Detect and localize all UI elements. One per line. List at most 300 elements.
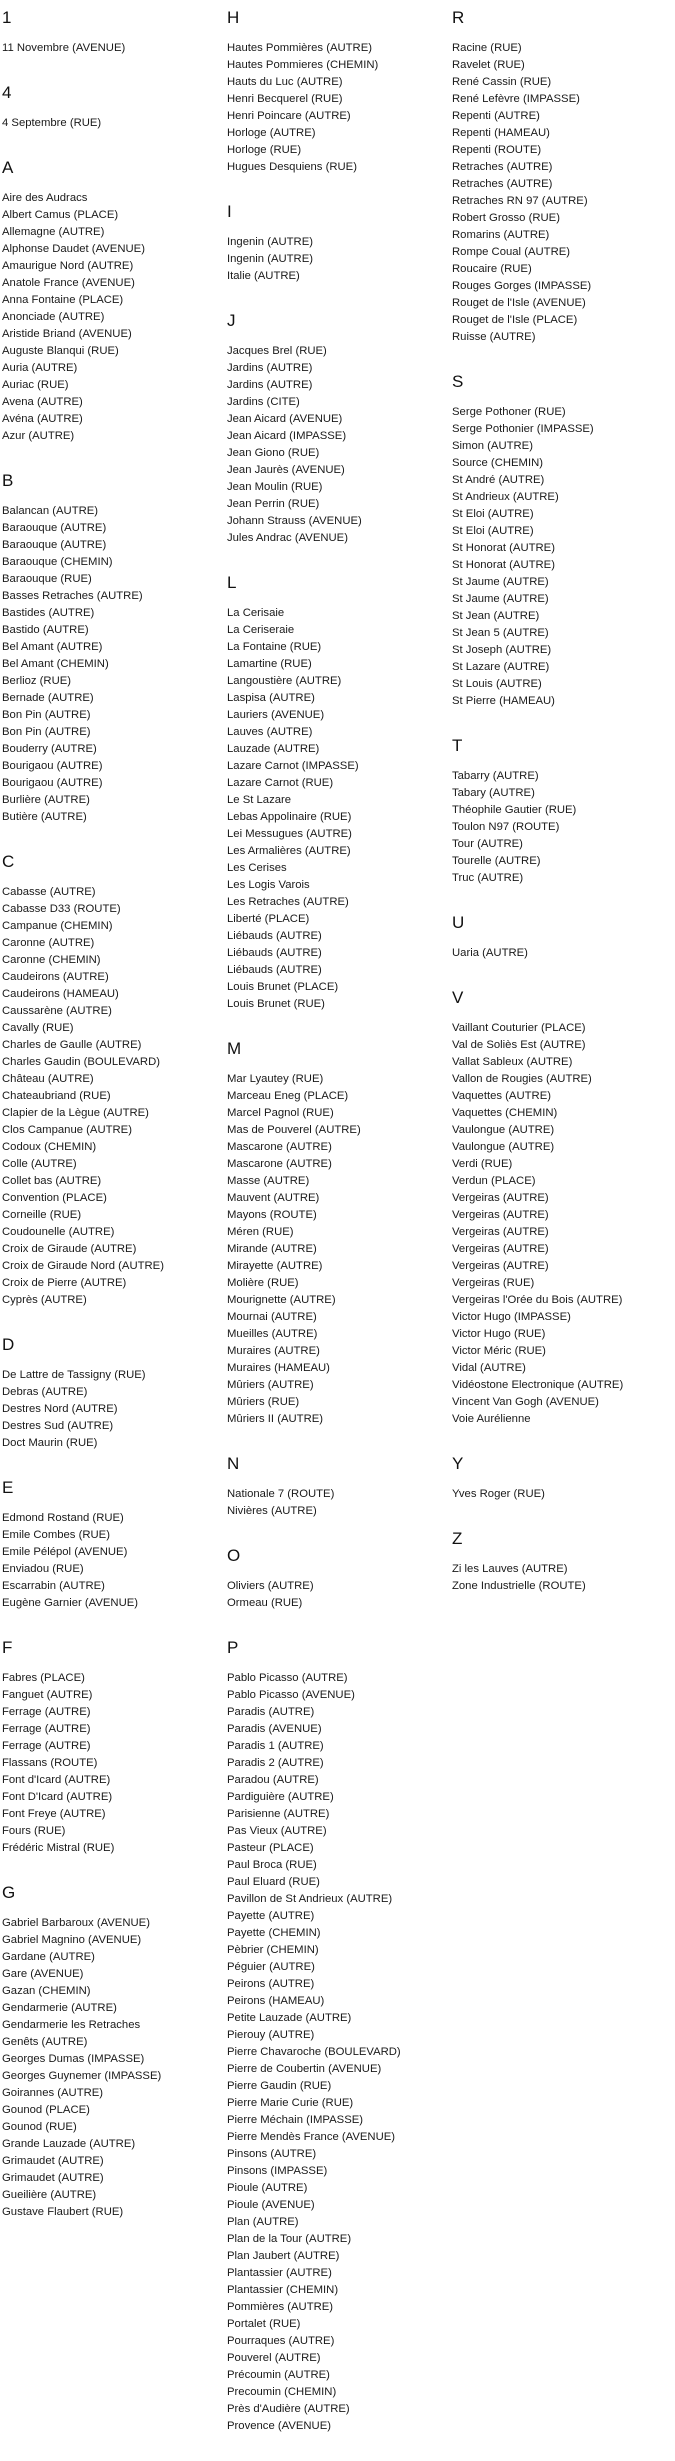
- street-item: Fabres (PLACE): [2, 1672, 85, 1684]
- street-item: Caudeirons (AUTRE): [2, 971, 109, 983]
- street-list: [2, 1915, 217, 2221]
- street-item: Langoustière (AUTRE): [227, 675, 342, 687]
- street-item: Pardiguière (AUTRE): [227, 1791, 334, 1803]
- street-list: [2, 190, 217, 445]
- street-item: St Louis (AUTRE): [452, 678, 542, 690]
- street-item: Baraouque (AUTRE): [2, 522, 107, 534]
- street-item: Gendarmerie (AUTRE): [2, 2002, 117, 2014]
- street-list: [227, 234, 442, 285]
- street-item: Pablo Picasso (AVENUE): [227, 1689, 355, 1701]
- street-list: [2, 40, 217, 57]
- street-item: Rompe Coual (AUTRE): [452, 246, 571, 258]
- street-list: [227, 1486, 442, 1520]
- street-item: Plantassier (CHEMIN): [227, 2284, 339, 2296]
- street-item: Lazare Carnot (RUE): [227, 777, 334, 789]
- street-item: St Jaume (AUTRE): [452, 576, 549, 588]
- letter-section: [2, 1335, 217, 1452]
- street-item: Liébauds (AUTRE): [227, 930, 322, 942]
- street-item: Pavillon de St Andrieux (AUTRE): [227, 1893, 393, 1905]
- street-item: Jean Perrin (RUE): [227, 498, 320, 510]
- street-item: Gounod (RUE): [2, 2121, 77, 2133]
- letter-heading: 4: [2, 83, 12, 102]
- street-item: Baraouque (CHEMIN): [2, 556, 113, 568]
- street-item: Auguste Blanqui (RUE): [2, 345, 119, 357]
- street-item: René Cassin (RUE): [452, 76, 552, 88]
- street-item: Romarins (AUTRE): [452, 229, 550, 241]
- street-item: La Fontaine (RUE): [227, 641, 322, 653]
- street-item: St Eloi (AUTRE): [452, 508, 534, 520]
- letter-section: [452, 1454, 667, 1503]
- street-item: Vidal (AUTRE): [452, 1362, 526, 1374]
- street-item: St Andrieux (AUTRE): [452, 491, 559, 503]
- street-item: Truc (AUTRE): [452, 872, 524, 884]
- street-item: Tabarry (AUTRE): [452, 770, 539, 782]
- letter-section: [227, 311, 442, 547]
- street-item: Font Freye (AUTRE): [2, 1808, 106, 1820]
- street-item: Vergeiras (RUE): [452, 1277, 535, 1289]
- letter-section: [2, 1638, 217, 1857]
- letter-heading: E: [2, 1478, 14, 1497]
- street-column: [2, 8, 217, 2247]
- street-item: Zi les Lauves (AUTRE): [452, 1563, 568, 1575]
- street-item: Verdun (PLACE): [452, 1175, 536, 1187]
- street-item: Mayons (ROUTE): [227, 1209, 317, 1221]
- street-item: Gounod (PLACE): [2, 2104, 90, 2116]
- street-item: Clapier de la Lègue (AUTRE): [2, 1107, 149, 1119]
- street-item: Font D'Icard (AUTRE): [2, 1791, 113, 1803]
- street-item: Plan de la Tour (AUTRE): [227, 2233, 352, 2245]
- street-item: Font d'Icard (AUTRE): [2, 1774, 111, 1786]
- letter-section: [227, 573, 442, 1013]
- street-item: Les Logis Varois: [227, 879, 310, 891]
- street-item: Anna Fontaine (PLACE): [2, 294, 124, 306]
- street-item: Gabriel Barbaroux (AVENUE): [2, 1917, 150, 1929]
- street-list: [2, 115, 217, 132]
- street-item: Bourigaou (AUTRE): [2, 760, 103, 772]
- street-item: Liébauds (AUTRE): [227, 964, 322, 976]
- street-item: Cavally (RUE): [2, 1022, 74, 1034]
- street-item: Campanue (CHEMIN): [2, 920, 113, 932]
- street-item: Fours (RUE): [2, 1825, 66, 1837]
- street-item: Racine (RUE): [452, 42, 522, 54]
- letter-heading: A: [2, 158, 14, 177]
- street-item: Verdi (RUE): [452, 1158, 513, 1170]
- street-item: Horloge (RUE): [227, 144, 302, 156]
- letter-heading: Z: [452, 1529, 463, 1548]
- street-item: Lamartine (RUE): [227, 658, 312, 670]
- street-item: Gazan (CHEMIN): [2, 1985, 91, 1997]
- street-item: Italie (AUTRE): [227, 270, 300, 282]
- street-list: [452, 945, 667, 962]
- street-item: Pierouy (AUTRE): [227, 2029, 315, 2041]
- street-item: Cabasse (AUTRE): [2, 886, 96, 898]
- street-item: Baraouque (RUE): [2, 573, 92, 585]
- street-item: Liébauds (AUTRE): [227, 947, 322, 959]
- letter-heading: O: [227, 1546, 241, 1565]
- street-item: Retraches (AUTRE): [452, 178, 553, 190]
- street-item: Repenti (AUTRE): [452, 110, 540, 122]
- street-item: Pouverel (AUTRE): [227, 2352, 321, 2364]
- street-list: [2, 1367, 217, 1452]
- street-item: Ormeau (RUE): [227, 1597, 303, 1609]
- street-column: [227, 8, 442, 2461]
- street-item: Croix de Pierre (AUTRE): [2, 1277, 127, 1289]
- street-item: Portalet (RUE): [227, 2318, 301, 2330]
- street-item: Vergeiras (AUTRE): [452, 1226, 549, 1238]
- street-item: Emile Combes (RUE): [2, 1529, 110, 1541]
- street-list: [227, 1071, 442, 1428]
- letter-section: [227, 8, 442, 176]
- street-item: Edmond Rostand (RUE): [2, 1512, 124, 1524]
- street-item: Emile Pélépol (AVENUE): [2, 1546, 128, 1558]
- street-item: Charles Gaudin (BOULEVARD): [2, 1056, 161, 1068]
- street-item: Grimaudet (AUTRE): [2, 2155, 104, 2167]
- street-item: Auriac (RUE): [2, 379, 69, 391]
- street-item: Nationale 7 (ROUTE): [227, 1488, 335, 1500]
- street-item: Théophile Gautier (RUE): [452, 804, 577, 816]
- street-item: Victor Hugo (RUE): [452, 1328, 546, 1340]
- street-item: Lauzade (AUTRE): [227, 743, 320, 755]
- street-list: [227, 1670, 442, 2435]
- street-item: Corneille (RUE): [2, 1209, 82, 1221]
- street-item: Burlière (AUTRE): [2, 794, 90, 806]
- street-item: 4 Septembre (RUE): [2, 117, 102, 129]
- street-list: [2, 884, 217, 1309]
- street-item: Mar Lyautey (RUE): [227, 1073, 324, 1085]
- street-item: Muraires (HAMEAU): [227, 1362, 330, 1374]
- street-item: Aire des Audracs: [2, 192, 88, 204]
- letter-section: [2, 471, 217, 826]
- street-item: Plan Jaubert (AUTRE): [227, 2250, 340, 2262]
- letter-heading: I: [227, 202, 232, 221]
- street-item: Mûriers (RUE): [227, 1396, 300, 1408]
- street-item: Pinsons (AUTRE): [227, 2148, 317, 2160]
- street-item: La Cerisaie: [227, 607, 285, 619]
- street-item: Anatole France (AVENUE): [2, 277, 135, 289]
- letter-heading: G: [2, 1883, 16, 1902]
- street-item: Mûriers (AUTRE): [227, 1379, 314, 1391]
- letter-section: [2, 158, 217, 445]
- street-item: Vaillant Couturier (PLACE): [452, 1022, 586, 1034]
- street-item: St André (AUTRE): [452, 474, 545, 486]
- street-item: Vergeiras (AUTRE): [452, 1243, 549, 1255]
- street-item: Azur (AUTRE): [2, 430, 75, 442]
- letter-heading: H: [227, 8, 240, 27]
- street-item: Hautes Pommières (AUTRE): [227, 42, 373, 54]
- street-item: Henri Becquerel (RUE): [227, 93, 343, 105]
- street-item: Molière (RUE): [227, 1277, 299, 1289]
- street-item: Mascarone (AUTRE): [227, 1158, 332, 1170]
- street-item: Oliviers (AUTRE): [227, 1580, 314, 1592]
- street-item: Precoumin (CHEMIN): [227, 2386, 337, 2398]
- street-item: Doct Maurin (RUE): [2, 1437, 98, 1449]
- street-item: Jean Jaurès (AVENUE): [227, 464, 345, 476]
- street-item: Pinsons (IMPASSE): [227, 2165, 328, 2177]
- street-item: Mueilles (AUTRE): [227, 1328, 318, 1340]
- street-item: Caussarène (AUTRE): [2, 1005, 112, 1017]
- street-item: Marcel Pagnol (RUE): [227, 1107, 334, 1119]
- street-item: Amaurigue Nord (AUTRE): [2, 260, 134, 272]
- street-item: St Lazare (AUTRE): [452, 661, 550, 673]
- street-item: Victor Hugo (IMPASSE): [452, 1311, 571, 1323]
- street-item: Payette (CHEMIN): [227, 1927, 321, 1939]
- letter-section: [452, 8, 667, 346]
- street-item: Louis Brunet (RUE): [227, 998, 325, 1010]
- street-item: Croix de Giraude Nord (AUTRE): [2, 1260, 164, 1272]
- street-item: Repenti (ROUTE): [452, 144, 542, 156]
- street-item: Mirande (AUTRE): [227, 1243, 317, 1255]
- street-item: Collet bas (AUTRE): [2, 1175, 102, 1187]
- street-item: Pasteur (PLACE): [227, 1842, 314, 1854]
- street-item: Jean Aicard (AVENUE): [227, 413, 343, 425]
- street-item: Anonciade (AUTRE): [2, 311, 105, 323]
- street-item: Repenti (HAMEAU): [452, 127, 550, 139]
- street-item: Marceau Eneg (PLACE): [227, 1090, 349, 1102]
- street-item: Mascarone (AUTRE): [227, 1141, 332, 1153]
- street-item: Balancan (AUTRE): [2, 505, 99, 517]
- street-item: Vaquettes (CHEMIN): [452, 1107, 558, 1119]
- street-item: Payette (AUTRE): [227, 1910, 315, 1922]
- street-list: [227, 343, 442, 547]
- street-item: Henri Poincare (AUTRE): [227, 110, 351, 122]
- street-item: Nivières (AUTRE): [227, 1505, 317, 1517]
- street-item: Grande Lauzade (AUTRE): [2, 2138, 136, 2150]
- letter-section: [2, 83, 217, 132]
- street-item: Victor Méric (RUE): [452, 1345, 546, 1357]
- street-item: Destres Sud (AUTRE): [2, 1420, 114, 1432]
- street-item: Rouges Gorges (IMPASSE): [452, 280, 592, 292]
- street-item: Bourigaou (AUTRE): [2, 777, 103, 789]
- letter-heading: P: [227, 1638, 239, 1657]
- street-item: Caronne (AUTRE): [2, 937, 95, 949]
- street-item: Convention (PLACE): [2, 1192, 107, 1204]
- street-item: Ferrage (AUTRE): [2, 1706, 91, 1718]
- street-item: René Lefèvre (IMPASSE): [452, 93, 580, 105]
- street-item: Gustave Flaubert (RUE): [2, 2206, 124, 2218]
- street-item: Vallat Sableux (AUTRE): [452, 1056, 573, 1068]
- street-item: Ingenin (AUTRE): [227, 253, 314, 265]
- street-list: [2, 1510, 217, 1612]
- letter-section: [452, 372, 667, 710]
- street-item: Le St Lazare: [227, 794, 292, 806]
- street-item: Debras (AUTRE): [2, 1386, 88, 1398]
- street-item: St Joseph (AUTRE): [452, 644, 552, 656]
- letter-heading: F: [2, 1638, 13, 1657]
- street-item: Simon (AUTRE): [452, 440, 533, 452]
- letter-heading: Y: [452, 1454, 464, 1473]
- street-item: St Honorat (AUTRE): [452, 559, 555, 571]
- street-item: Genêts (AUTRE): [2, 2036, 88, 2048]
- street-item: Masse (AUTRE): [227, 1175, 310, 1187]
- letter-heading: N: [227, 1454, 240, 1473]
- street-item: Gendarmerie les Retraches: [2, 2019, 141, 2031]
- street-item: Les Retraches (AUTRE): [227, 896, 349, 908]
- letter-section: [452, 988, 667, 1428]
- street-item: Bon Pin (AUTRE): [2, 726, 91, 738]
- letter-heading: D: [2, 1335, 15, 1354]
- street-item: Peirons (HAMEAU): [227, 1995, 325, 2007]
- street-item: Croix de Giraude (AUTRE): [2, 1243, 137, 1255]
- street-item: Pierre Chavaroche (BOULEVARD): [227, 2046, 401, 2058]
- street-item: Vaquettes (AUTRE): [452, 1090, 551, 1102]
- street-item: Vergeiras (AUTRE): [452, 1192, 549, 1204]
- letter-section: [2, 1883, 217, 2221]
- street-item: Aristide Briand (AVENUE): [2, 328, 132, 340]
- street-item: Lei Messugues (AUTRE): [227, 828, 352, 840]
- street-item: Gabriel Magnino (AVENUE): [2, 1934, 142, 1946]
- street-item: Retraches RN 97 (AUTRE): [452, 195, 588, 207]
- street-item: Ruisse (AUTRE): [452, 331, 536, 343]
- letter-heading: V: [452, 988, 464, 1007]
- street-item: Pierre Mendès France (AVENUE): [227, 2131, 396, 2143]
- street-item: Grimaudet (AUTRE): [2, 2172, 104, 2184]
- street-item: Rouget de l'Isle (AVENUE): [452, 297, 586, 309]
- street-item: Mas de Pouverel (AUTRE): [227, 1124, 361, 1136]
- letter-heading: R: [452, 8, 465, 27]
- street-item: Yves Roger (RUE): [452, 1488, 545, 1500]
- street-item: Petite Lauzade (AUTRE): [227, 2012, 352, 2024]
- street-item: Paradis 1 (AUTRE): [227, 1740, 324, 1752]
- street-item: Paradis 2 (AUTRE): [227, 1757, 324, 1769]
- street-item: Bernade (AUTRE): [2, 692, 94, 704]
- street-item: Roucaire (RUE): [452, 263, 532, 275]
- street-item: Caronne (CHEMIN): [2, 954, 101, 966]
- street-item: Jardins (CITE): [227, 396, 300, 408]
- street-item: Robert Grosso (RUE): [452, 212, 560, 224]
- street-item: Zone Industrielle (ROUTE): [452, 1580, 586, 1592]
- street-item: Péguier (AUTRE): [227, 1961, 315, 1973]
- letter-heading: L: [227, 573, 237, 592]
- street-item: Muraires (AUTRE): [227, 1345, 320, 1357]
- street-list: [452, 40, 667, 346]
- street-item: Vincent Van Gogh (AVENUE): [452, 1396, 599, 1408]
- street-list: [452, 768, 667, 887]
- street-item: Eugène Garnier (AVENUE): [2, 1597, 139, 1609]
- street-item: Colle (AUTRE): [2, 1158, 77, 1170]
- street-item: Tour (AUTRE): [452, 838, 523, 850]
- street-item: Liberté (PLACE): [227, 913, 310, 925]
- street-item: Jean Moulin (RUE): [227, 481, 323, 493]
- street-item: Paul Broca (RUE): [227, 1859, 317, 1871]
- street-item: Allemagne (AUTRE): [2, 226, 105, 238]
- street-item: Peirons (AUTRE): [227, 1978, 315, 1990]
- street-item: Mirayette (AUTRE): [227, 1260, 323, 1272]
- street-item: Fanguet (AUTRE): [2, 1689, 93, 1701]
- street-item: Louis Brunet (PLACE): [227, 981, 339, 993]
- street-item: Albert Camus (PLACE): [2, 209, 119, 221]
- street-item: St Honorat (AUTRE): [452, 542, 555, 554]
- letter-heading: M: [227, 1039, 242, 1058]
- street-item: Val de Soliès Est (AUTRE): [452, 1039, 586, 1051]
- street-item: Pablo Picasso (AUTRE): [227, 1672, 348, 1684]
- street-item: Baraouque (AUTRE): [2, 539, 107, 551]
- street-item: Source (CHEMIN): [452, 457, 544, 469]
- street-item: Bouderry (AUTRE): [2, 743, 97, 755]
- street-list: [2, 1670, 217, 1857]
- street-list: [227, 40, 442, 176]
- street-item: Jardins (AUTRE): [227, 362, 313, 374]
- street-item: Paul Eluard (RUE): [227, 1876, 320, 1888]
- street-item: Ravelet (RUE): [452, 59, 525, 71]
- street-item: Mûriers II (AUTRE): [227, 1413, 324, 1425]
- street-item: Caudeirons (HAMEAU): [2, 988, 119, 1000]
- street-item: Bastides (AUTRE): [2, 607, 95, 619]
- street-item: Pas Vieux (AUTRE): [227, 1825, 327, 1837]
- letter-heading: J: [227, 311, 236, 330]
- street-item: Mauvent (AUTRE): [227, 1192, 320, 1204]
- street-item: Enviadou (RUE): [2, 1563, 84, 1575]
- letter-heading: U: [452, 913, 465, 932]
- street-item: Vaulongue (AUTRE): [452, 1141, 555, 1153]
- street-item: Tabary (AUTRE): [452, 787, 535, 799]
- letter-section: [227, 1546, 442, 1612]
- street-item: Pioule (AVENUE): [227, 2199, 315, 2211]
- street-list: [452, 1561, 667, 1595]
- street-item: Tourelle (AUTRE): [452, 855, 541, 867]
- street-item: Pèbrier (CHEMIN): [227, 1944, 319, 1956]
- street-item: Johann Strauss (AVENUE): [227, 515, 362, 527]
- street-item: Cabasse D33 (ROUTE): [2, 903, 121, 915]
- street-item: Berlioz (RUE): [2, 675, 72, 687]
- letter-heading: T: [452, 736, 463, 755]
- street-item: Hauts du Luc (AUTRE): [227, 76, 343, 88]
- street-item: Alphonse Daudet (AVENUE): [2, 243, 145, 255]
- street-item: Provence (AVENUE): [227, 2420, 332, 2432]
- street-item: Avéna (AUTRE): [2, 413, 83, 425]
- street-item: Vergeiras l'Orée du Bois (AUTRE): [452, 1294, 623, 1306]
- letter-heading: C: [2, 852, 15, 871]
- street-item: Vergeiras (AUTRE): [452, 1260, 549, 1272]
- letter-section: [227, 1638, 442, 2435]
- street-list: [2, 503, 217, 826]
- street-column: [452, 8, 667, 1621]
- street-item: St Jean 5 (AUTRE): [452, 627, 549, 639]
- street-item: Paradis (AVENUE): [227, 1723, 322, 1735]
- street-list: [452, 404, 667, 710]
- street-item: Pierre Méchain (IMPASSE): [227, 2114, 364, 2126]
- street-item: Uaria (AUTRE): [452, 947, 528, 959]
- street-item: Cyprès (AUTRE): [2, 1294, 87, 1306]
- street-item: Les Armalières (AUTRE): [227, 845, 351, 857]
- street-item: Rouget de l'Isle (PLACE): [452, 314, 578, 326]
- street-item: Paradou (AUTRE): [227, 1774, 319, 1786]
- street-item: Ferrage (AUTRE): [2, 1723, 91, 1735]
- street-item: Horloge (AUTRE): [227, 127, 316, 139]
- letter-section: [227, 1039, 442, 1428]
- street-item: Méren (RUE): [227, 1226, 294, 1238]
- street-item: Jean Aicard (IMPASSE): [227, 430, 347, 442]
- street-item: Paradis (AUTRE): [227, 1706, 315, 1718]
- street-item: St Jean (AUTRE): [452, 610, 540, 622]
- street-item: Plantassier (AUTRE): [227, 2267, 332, 2279]
- street-item: De Lattre de Tassigny (RUE): [2, 1369, 146, 1381]
- street-item: Flassans (ROUTE): [2, 1757, 98, 1769]
- street-item: Pourraques (AUTRE): [227, 2335, 335, 2347]
- street-item: Pierre Gaudin (RUE): [227, 2080, 332, 2092]
- street-item: Vergeiras (AUTRE): [452, 1209, 549, 1221]
- street-item: Les Cerises: [227, 862, 287, 874]
- street-item: Près d'Audière (AUTRE): [227, 2403, 350, 2415]
- letter-section: [2, 8, 217, 57]
- street-item: Mournai (AUTRE): [227, 1311, 317, 1323]
- street-item: Pierre de Coubertin (AVENUE): [227, 2063, 382, 2075]
- letter-heading: S: [452, 372, 464, 391]
- letter-section: [2, 1478, 217, 1612]
- street-item: Vaulongue (AUTRE): [452, 1124, 555, 1136]
- letter-section: [2, 852, 217, 1309]
- street-item: Bon Pin (AUTRE): [2, 709, 91, 721]
- letter-section: [227, 1454, 442, 1520]
